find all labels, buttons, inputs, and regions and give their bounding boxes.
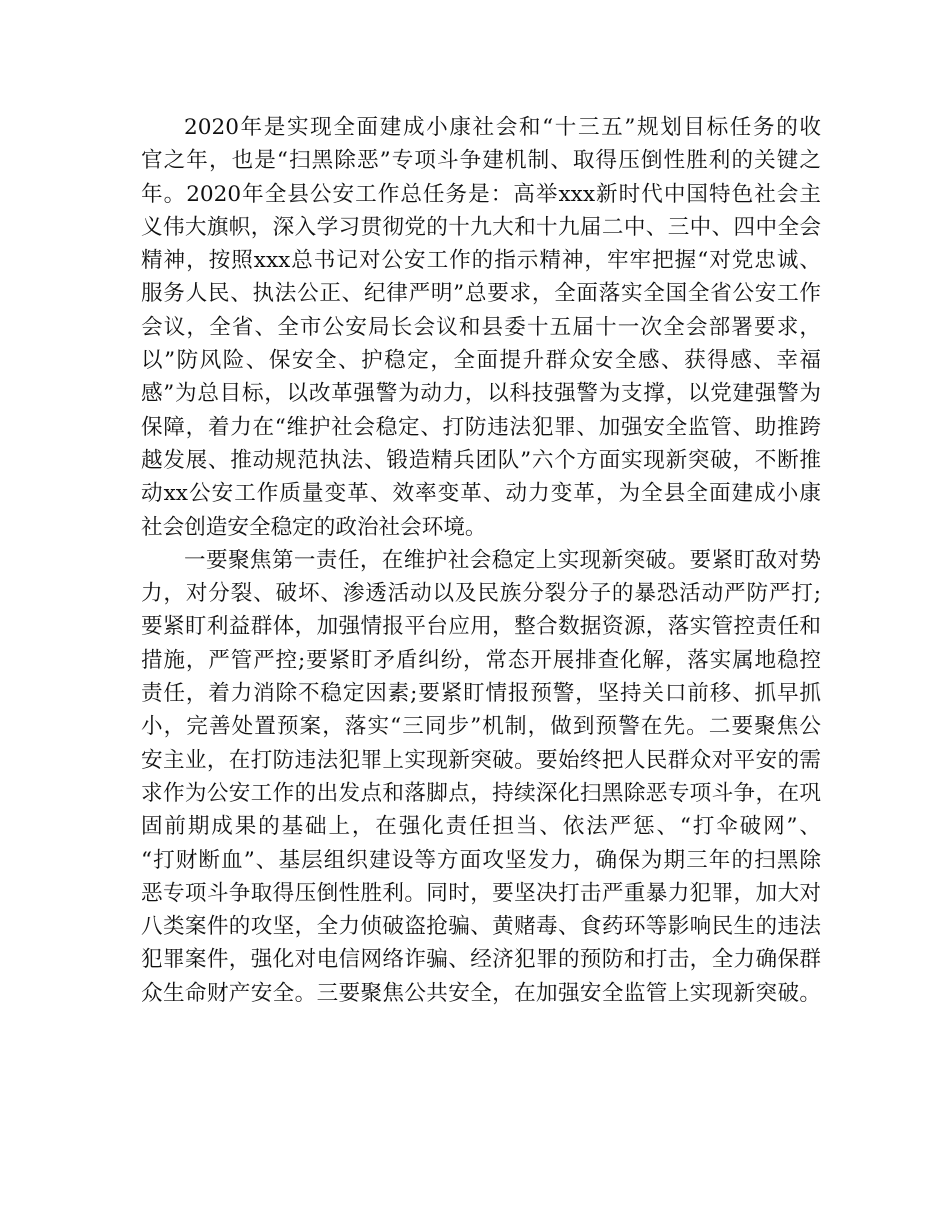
text-line: 求作为公安工作的出发点和落脚点，持续深化扫黑除恶专项斗争，在巩 xyxy=(141,780,821,806)
text-line: 保障，着力在“维护社会稳定、打防违法犯罪、加强安全监管、助推跨 xyxy=(141,414,821,440)
text-line: 动xx公安工作质量变革、效率变革、动力变革，为全县全面建成小康 xyxy=(141,481,821,507)
text-line: 义伟大旗帜，深入学习贯彻党的十九大和十九届二中、三中、四中全会 xyxy=(141,214,821,240)
text-line: 2020年是实现全面建成小康社会和“十三五”规划目标任务的收 xyxy=(184,115,821,140)
document-body xyxy=(141,111,821,1010)
paragraph xyxy=(141,111,821,544)
text-line: 力，对分裂、破坏、渗透活动以及民族分裂分子的暴恐活动严防严打; xyxy=(141,581,821,607)
text-line: 服务人民、执法公正、纪律严明”总要求，全面落实全国全省公安工作 xyxy=(141,281,821,307)
text-line: 精神，按照xxx总书记对公安工作的指示精神，牢牢把握“对党忠诚、 xyxy=(141,248,821,274)
text-line: 小，完善处置预案，落实“三同步”机制，做到预警在先。二要聚焦公 xyxy=(141,714,821,740)
text-line: “打财断血”、基层组织建设等方面攻坚发力，确保为期三年的扫黑除 xyxy=(141,847,821,873)
text-line: 年。2020年全县公安工作总任务是：高举xxx新时代中国特色社会主 xyxy=(141,181,821,207)
text-line: 要紧盯利益群体，加强情报平台应用，整合数据资源，落实管控责任和 xyxy=(141,614,821,640)
text-line: 恶专项斗争取得压倒性胜利。同时，要坚决打击严重暴力犯罪，加大对 xyxy=(141,880,821,906)
text-line: 犯罪案件，强化对电信网络诈骗、经济犯罪的预防和打击，全力确保群 xyxy=(141,947,821,973)
text-line: 措施，严管严控;要紧盯矛盾纠纷，常态开展排查化解，落实属地稳控 xyxy=(141,647,821,673)
text-line: 安主业，在打防违法犯罪上实现新突破。要始终把人民群众对平安的需 xyxy=(141,747,821,773)
text-line: 会议，全省、全市公安局长会议和县委十五届十一次全会部署要求， xyxy=(141,314,821,340)
text-line: 官之年，也是“扫黑除恶”专项斗争建机制、取得压倒性胜利的关键之 xyxy=(141,148,821,174)
text-line: 以”防风险、保安全、护稳定，全面提升群众安全感、获得感、幸福 xyxy=(141,348,821,374)
text-line: 众生命财产安全。三要聚焦公共安全，在加强安全监管上实现新突破。 xyxy=(141,980,821,1006)
text-line: 固前期成果的基础上，在强化责任担当、依法严惩、“打伞破网”、 xyxy=(141,814,821,840)
text-line: 责任，着力消除不稳定因素;要紧盯情报预警，坚持关口前移、抓早抓 xyxy=(141,681,821,707)
paragraph xyxy=(141,544,821,1010)
text-line: 八类案件的攻坚，全力侦破盗抢骗、黄赌毒、食药环等影响民生的违法 xyxy=(141,914,821,940)
text-line: 感”为总目标，以改革强警为动力，以科技强警为支撑，以党建强警为 xyxy=(141,381,821,407)
text-line: 社会创造安全稳定的政治社会环境。 xyxy=(141,514,487,540)
text-line: 一要聚焦第一责任，在维护社会稳定上实现新突破。要紧盯敌对势 xyxy=(184,547,821,573)
text-line: 越发展、推动规范执法、锻造精兵团队”六个方面实现新突破，不断推 xyxy=(141,447,821,473)
